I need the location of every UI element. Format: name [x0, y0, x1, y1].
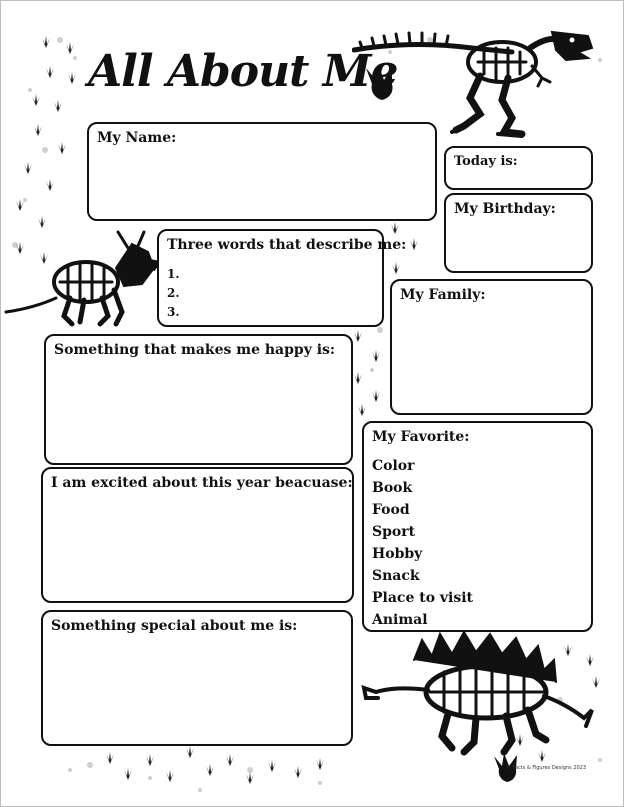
stegosaurus-skeleton-icon [356, 630, 596, 760]
list-item: Animal [372, 612, 428, 628]
favorite-list [372, 455, 473, 631]
list-item: Place to visit [372, 590, 474, 606]
my-name-label: My Name: [97, 130, 177, 146]
list-item: Hobby [372, 546, 423, 562]
my-name-box[interactable] [87, 122, 437, 221]
three-words-label: Three words that describe me: [167, 237, 407, 253]
my-birthday-label: My Birthday: [454, 201, 556, 217]
something-special-box[interactable] [41, 610, 353, 746]
list-item: Book [372, 480, 413, 496]
makes-me-happy-label: Something that makes me happy is: [54, 342, 336, 358]
triceratops-skeleton-icon [4, 228, 164, 328]
excited-this-year-label: I am excited about this year beacuase: [51, 475, 353, 491]
today-is-box[interactable] [444, 146, 593, 190]
list-item: Sport [372, 524, 416, 540]
my-favorite-label: My Favorite: [372, 429, 470, 445]
something-special-label: Something special about me is: [51, 618, 298, 634]
my-birthday-box[interactable] [444, 193, 593, 273]
my-family-box[interactable] [390, 279, 593, 415]
copyright-credit: © Facts & Figures Designs 2023 [505, 765, 586, 771]
today-is-label: Today is: [454, 154, 518, 169]
my-favorite-box[interactable] [362, 421, 593, 632]
list-item: 1. [167, 267, 180, 281]
page-title: All About Me [88, 46, 398, 97]
makes-me-happy-box[interactable] [44, 334, 353, 465]
my-family-label: My Family: [400, 287, 486, 303]
list-item: 3. [167, 305, 180, 319]
list-item: Food [372, 502, 410, 518]
list-item: Color [372, 458, 415, 474]
excited-this-year-box[interactable] [41, 467, 354, 603]
three-words-box[interactable] [157, 229, 407, 327]
list-item: Snack [372, 568, 420, 584]
list-item: 2. [167, 286, 180, 300]
three-words-list [167, 265, 180, 322]
